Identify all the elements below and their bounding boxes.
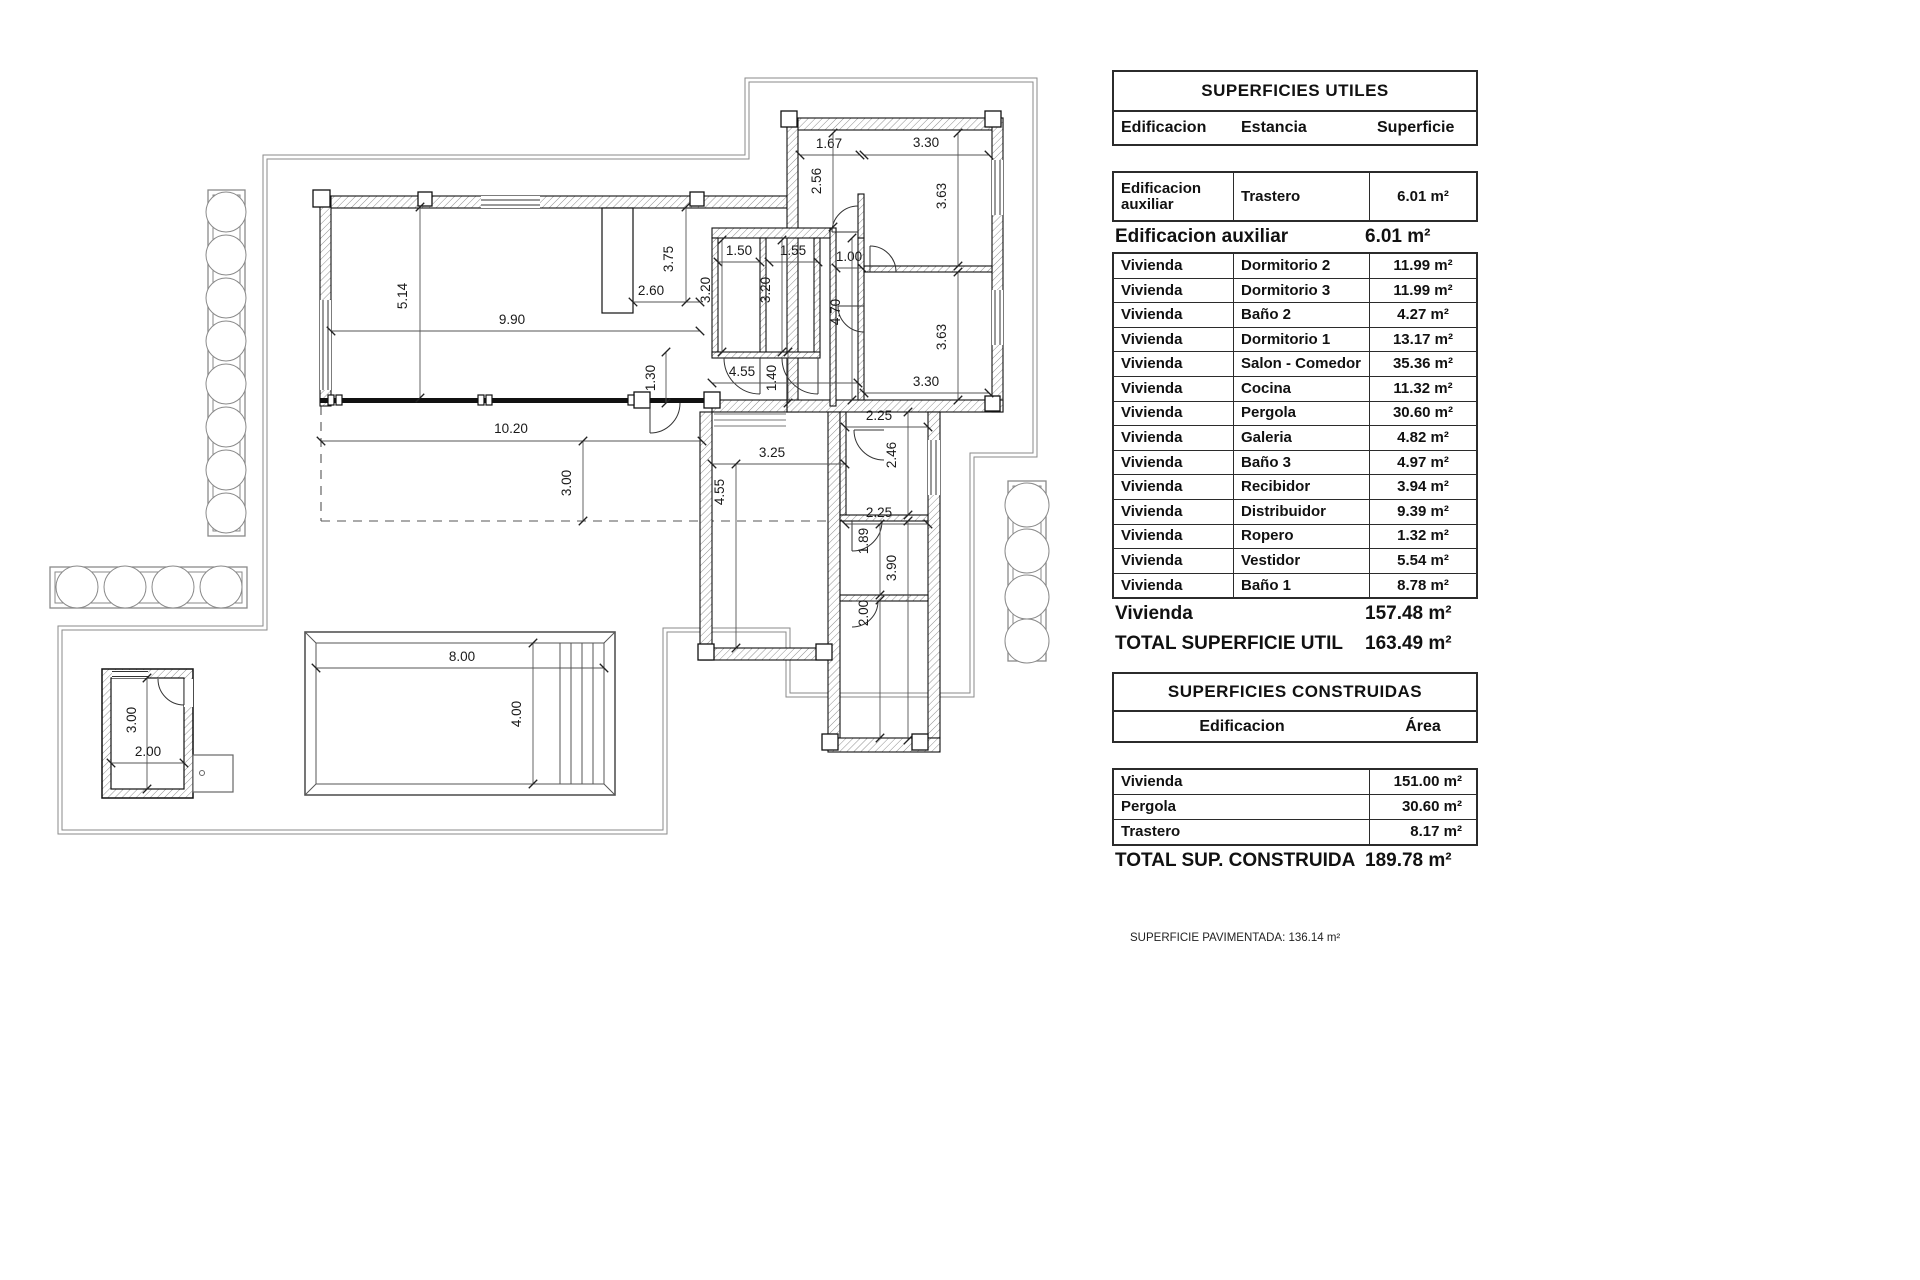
table-cell: Distribuidor [1234,500,1370,524]
dimension-label: 1.67 [815,136,843,151]
table-cell: 13.17 m² [1392,330,1454,348]
table-cell: Vivienda [1114,451,1234,475]
table-cell: 1.32 m² [1397,527,1449,545]
table-row [1114,820,1476,844]
table-cell: Vestidor [1234,549,1370,573]
dimension-label: 2.00 [856,599,871,627]
table-row [1114,525,1476,550]
table-cell: 5.54 m² [1397,552,1449,570]
column-header: Área [1405,717,1441,735]
table-row [1114,549,1476,574]
dimension-label: 3.30 [912,135,940,150]
table-cell: Vivienda [1114,279,1234,303]
dimension-label: 1.30 [643,364,658,392]
planter-right [1005,481,1049,663]
table-cell: Vivienda [1114,254,1234,278]
table-cell: Vivienda [1114,549,1234,573]
dimension-label: 1.55 [779,243,807,258]
total-value: 157.48 m² [1365,603,1452,625]
table-cell: 30.60 m² [1401,798,1462,816]
table-cell: 30.60 m² [1392,404,1454,422]
table-total-row [1112,846,1478,875]
table-cell: Vivienda [1114,475,1234,499]
dimension-label: 1.89 [856,527,871,555]
total-value: 163.49 m² [1365,633,1452,655]
table-cell: Dormitorio 3 [1234,279,1370,303]
planter-left [206,190,246,536]
table-cell: 11.99 m² [1393,281,1453,299]
table-cell: 11.32 m² [1393,379,1453,397]
table-superficies-construidas [1112,672,1478,875]
dimension-label: 4.55 [712,478,727,506]
table-cell: 4.97 m² [1397,453,1449,471]
pergola-edge [320,398,712,403]
total-label: TOTAL SUPERFICIE UTIL [1115,633,1344,655]
table-row [1114,352,1476,377]
table-row [1114,402,1476,427]
table-cell: Vivienda [1114,352,1234,376]
table-cell: 8.78 m² [1397,576,1449,594]
table-row [1114,500,1476,525]
total-value: 189.78 m² [1365,849,1452,871]
table-cell: 151.00 m² [1393,773,1462,791]
dimension-label: 2.56 [809,167,824,195]
dimension-label: 3.75 [661,245,676,273]
dimension-label: 2.25 [865,408,893,423]
dimension-label: 3.63 [934,182,949,210]
table-total-row [1112,629,1478,659]
dimension-label: 4.00 [509,700,524,728]
dimension-label: 3.00 [124,706,139,734]
table-cell: Salon - Comedor [1234,352,1370,376]
dimension-label: 3.20 [758,276,773,304]
pergola-dashed-outline [321,406,840,521]
dimension-label: 3.20 [698,276,713,304]
table-cell: Pergola [1234,402,1370,426]
column-header: Edificacion [1121,119,1207,136]
table-row [1114,328,1476,353]
table-cell: 8.17 m² [1410,823,1462,841]
table-column-headers [1112,712,1478,743]
column-header: Edificacion [1199,717,1285,735]
table-row [1114,574,1476,598]
table-cell: Vivienda [1114,426,1234,450]
dimension-label: 1.00 [835,249,863,264]
column-header: Estancia [1241,119,1307,136]
table-cell: Recibidor [1234,475,1370,499]
north-wall [320,196,787,208]
porch-steps [714,414,786,426]
table-title: SUPERFICIES CONSTRUIDAS [1112,672,1478,712]
table-cell: Vivienda [1114,328,1234,352]
dimension-label: 10.20 [494,421,528,436]
door-opening [184,679,193,707]
table-cell: 4.82 m² [1397,429,1449,447]
table-cell: 35.36 m² [1392,355,1454,373]
galeria-west-wall [700,412,712,660]
dimension-label: 3.90 [884,554,899,582]
dimension-label: 2.60 [637,283,665,298]
table-cell: Baño 3 [1234,451,1370,475]
table-cell: Dormitorio 2 [1234,254,1370,278]
table-subtotal-row [1112,599,1478,629]
table-title: SUPERFICIES UTILES [1112,70,1478,112]
dimension-label: 2.46 [884,441,899,469]
table-cell: Baño 1 [1234,574,1370,598]
table-cell: 11.99 m² [1393,256,1453,274]
dimension-label: 5.14 [395,282,410,310]
dimension-label: 1.50 [725,243,753,258]
dimension-label: 9.90 [498,312,526,327]
dimension-label: 2.00 [134,744,162,759]
table-row [1114,426,1476,451]
table-cell: Cocina [1234,377,1370,401]
table-cell: 3.94 m² [1397,478,1449,496]
table-cell: Vivienda [1114,500,1234,524]
total-label: Vivienda [1115,603,1193,625]
dimension-label: 4.70 [828,298,843,326]
table-cell: Ropero [1234,525,1370,549]
column-header: Superficie [1377,119,1455,136]
table-cell: Galeria [1234,426,1370,450]
table-cell: Trastero [1234,173,1370,220]
table-cell: Vivienda [1114,574,1234,598]
table-cell: Pergola [1114,795,1370,819]
table-cell: Baño 2 [1234,303,1370,327]
total-label: TOTAL SUP. CONSTRUIDA [1115,849,1356,871]
table-cell: Vivienda [1114,303,1234,327]
dimension-label: 3.30 [912,374,940,389]
total-value: 6.01 m² [1365,226,1431,247]
planter-bottom [50,566,247,608]
dimension-label: 8.00 [448,649,476,664]
table-cell: Vivienda [1114,377,1234,401]
dimension-label: 3.63 [934,323,949,351]
table-row [1114,279,1476,304]
windows [320,160,1003,495]
table-row [1114,377,1476,402]
table-cell: Vivienda [1114,770,1370,794]
total-label: Edificacion auxiliar [1115,226,1289,247]
table-row [1114,254,1476,279]
table-subtotal-row [1112,222,1478,252]
table-cell: Edificacion auxiliar [1114,173,1234,220]
dimension-label: 4.55 [728,364,756,379]
paved-surface-note: SUPERFICIE PAVIMENTADA: 136.14 m² [1130,932,1341,944]
table-column-headers [1112,112,1478,146]
dimension-label: 3.00 [559,469,574,497]
table-row [1114,173,1476,220]
table-cell: 4.27 m² [1397,306,1449,324]
table-superficies-utiles [1112,70,1478,659]
dimension-label: 3.25 [758,445,786,460]
table-row [1114,475,1476,500]
table-cell: Dormitorio 1 [1234,328,1370,352]
pump-box [193,755,233,792]
closet-fixture [602,208,633,313]
table-cell: Vivienda [1114,525,1234,549]
table-row [1114,451,1476,476]
trastero-building [102,669,233,798]
table-cell: Vivienda [1114,402,1234,426]
dimension-label: 2.25 [865,505,893,520]
dimension-label: 1.40 [764,364,779,392]
table-row [1114,770,1476,795]
table-row [1114,303,1476,328]
table-cell: 9.39 m² [1397,502,1449,520]
table-cell: Trastero [1114,820,1370,844]
table-cell: 6.01 m² [1397,187,1449,205]
table-row [1114,795,1476,820]
